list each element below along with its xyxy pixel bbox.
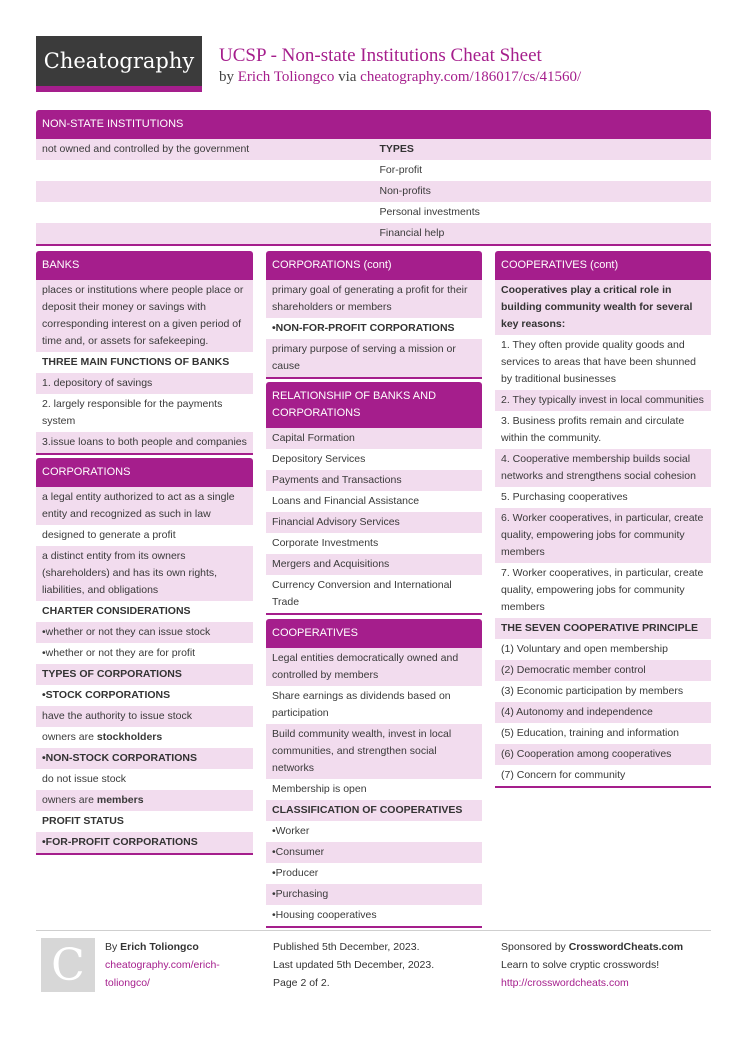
list-item: •NON-FOR-PROFIT CORPORATIONS [272,322,455,334]
list-item: 6. Worker cooperatives, in particular, create quality, empowering jobs for community members [495,508,711,563]
section-non-state-institutions [36,110,711,246]
list-item: •Producer [272,867,319,879]
list-item: Build community wealth, invest in local communities, and strengthen social networks [266,724,482,779]
list-item: •Housing cooperatives [272,909,377,921]
list-item: Capital Formation [266,428,482,449]
section-title: COOPERATIVES [266,619,482,648]
subheading: PROFIT STATUS [42,815,124,827]
section-title: RELATIONSHIP OF BANKS AND CORPORATIONS [266,382,482,428]
section-banks [36,251,253,455]
list-item: •whether or not they are for profit [42,647,196,659]
list-item: Depository Services [272,453,366,465]
list-item: Payments and Transactions [266,470,482,491]
list-item: (5) Education, training and information [501,727,680,739]
list-item: (7) Concern for community [501,769,626,781]
list-item: Corporate Investments [272,537,379,549]
footer-sponsor: Sponsored by CrosswordCheats.com Learn to solve cryptic crosswords! http://crosswordcheats.com [501,938,711,992]
list-item: primary goal of generating a profit for their shareholders or members [266,280,482,318]
list-item: •Consumer [266,842,482,863]
list-item: have the authority to issue stock [36,706,253,727]
subheading: CLASSIFICATION OF COOPERATIVES [266,800,482,821]
list-item: 7. Worker cooperatives, in particular, create quality, empowering jobs for community members [501,567,704,613]
author-profile-link-cont[interactable]: toliongco/ [105,977,150,989]
list-item: a distinct entity from its owners (shareholders) and has its own rights, liabilities, and obligations [36,546,253,601]
list-item: (1) Voluntary and open membership [501,643,668,655]
author-link[interactable]: Erich Toliongco [237,69,335,85]
cheatography-logo[interactable]: Cheatography [36,36,202,92]
avatar: C [41,938,95,992]
author-profile-link[interactable]: cheatography.com/erich- [105,959,220,971]
sponsor-link[interactable]: http://crosswordcheats.com [501,977,629,989]
list-item: •FOR-PROFIT CORPORATIONS [36,832,253,853]
list-item: Legal entities democratically owned and controlled by members [266,648,482,686]
list-item: Loans and Financial Assistance [272,495,420,507]
list-item: Financial Advisory Services [266,512,482,533]
list-item: Mergers and Acquisitions [266,554,482,575]
list-item: •Purchasing [266,884,482,905]
list-item: 3. Business profits remain and circulate within the community. [501,415,685,444]
footer-dates: Published 5th December, 2023. Last updated 5th December, 2023. Page 2 of 2. [273,941,435,989]
sheet-url-link[interactable]: cheatography.com/186017/cs/41560/ [360,69,582,85]
page-title: UCSP - Non-state Institutions Cheat Sheet [219,45,542,66]
list-item: owners are members [36,790,253,811]
table-row: not owned and controlled by the government TYPES [36,139,711,160]
footer-divider [36,930,711,931]
list-item: 1. depository of savings [36,373,253,394]
section-cooperatives-cont [495,251,711,788]
list-item: owners are stockholders [42,731,163,743]
subheading: THREE MAIN FUNCTIONS OF BANKS [42,356,230,368]
byline: by Erich Toliongco via cheatography.com/186017/cs/41560/ [219,69,582,85]
section-corporations-cont [266,251,482,379]
list-item: 3.issue loans to both people and companies [36,432,253,453]
page-header [219,45,581,86]
list-item: •NON-STOCK CORPORATIONS [36,748,253,769]
subheading: TYPES OF CORPORATIONS [36,664,253,685]
list-item: (2) Democratic member control [495,660,711,681]
list-item: designed to generate a profit [42,529,176,541]
section-title: CORPORATIONS (cont) [266,251,482,280]
list-item: primary purpose of serving a mission or cause [266,339,482,377]
list-item: •whether or not they can issue stock [36,622,253,643]
table-row: Personal investments [379,206,480,218]
list-item: Share earnings as dividends based on participation [272,690,451,719]
list-item: •Worker [272,825,310,837]
section-title: NON-STATE INSTITUTIONS [36,110,711,139]
section-title: BANKS [36,251,253,280]
table-row: For-profit [379,164,423,176]
list-item: places or institutions where people place or deposit their money or savings with corresponding interest on a given period of time and, or assets for safekeeping. [36,280,253,352]
list-item: 2. largely responsible for the payments system [42,398,223,427]
section-corporations [36,458,253,855]
section-title: COOPERATIVES (cont) [495,251,711,280]
list-item: 1. They often provide quality goods and services to areas that have been shunned by traditional businesses [501,339,696,385]
section-title: CORPORATIONS [36,458,253,487]
section-cooperatives [266,619,482,928]
list-item: (6) Cooperation among cooperatives [495,744,711,765]
section-relationship [266,382,482,615]
list-item: Cooperatives play a critical role in building community wealth for several key reasons: [495,280,711,335]
list-item: (4) Autonomy and independence [495,702,711,723]
list-item: 4. Cooperative membership builds social networks and strengthens social cohesion [495,449,711,487]
footer-author: By Erich Toliongco cheatography.com/erich- toliongco/ [105,938,255,992]
table-row: Financial help [36,223,711,244]
list-item: (3) Economic participation by members [501,685,684,697]
list-item: 2. They typically invest in local communities [495,390,711,411]
list-item: Currency Conversion and International Trade [272,579,452,608]
list-item: a legal entity authorized to act as a single entity and recognized as such in law [36,487,253,525]
table-row: Non-profits [36,181,711,202]
subheading: THE SEVEN COOPERATIVE PRINCIPLE [495,618,711,639]
list-item: 5. Purchasing cooperatives [501,491,628,503]
list-item: •STOCK CORPORATIONS [42,689,171,701]
list-item: Membership is open [272,783,367,795]
subheading: CHARTER CONSIDERATIONS [42,605,191,617]
list-item: do not issue stock [42,773,127,785]
